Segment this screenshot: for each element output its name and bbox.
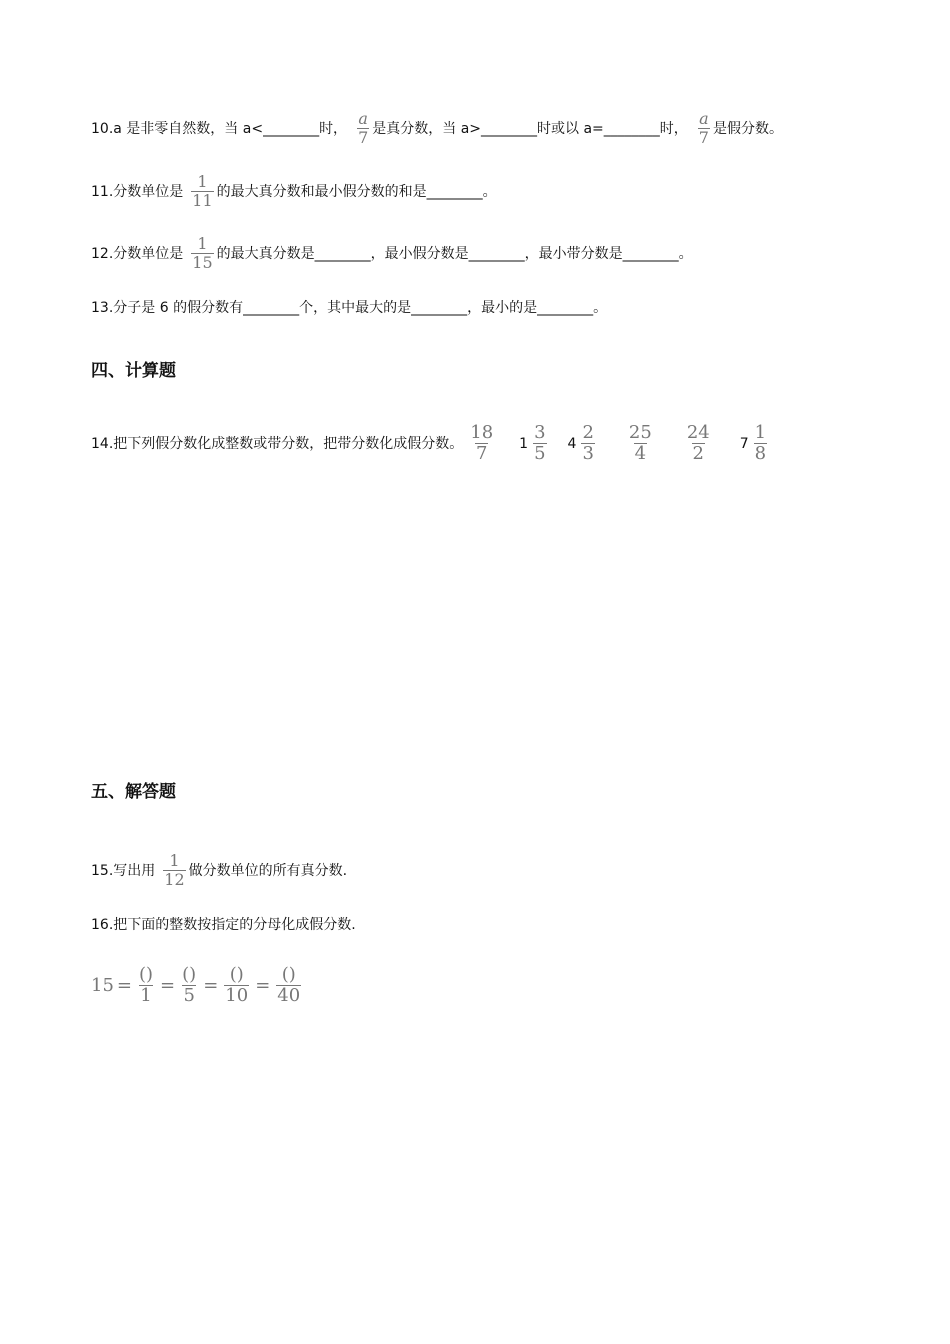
q16-fraction-1	[138, 966, 154, 1005]
q16-equals-3: =	[203, 975, 219, 996]
q13-text-1: 13.分子是 6 的假分数有	[91, 300, 244, 316]
q12-text-5: 。	[678, 245, 693, 262]
question-10	[91, 111, 783, 146]
q10-fraction-1	[357, 111, 369, 146]
q16-lhs: 15	[91, 975, 114, 996]
q14-fraction-4-den: 4	[634, 443, 647, 464]
q11-fraction	[191, 174, 213, 209]
q16-fraction-2	[181, 966, 197, 1005]
q14-fraction-3-num: 2	[582, 422, 594, 443]
q10-blank-1[interactable]: ________	[263, 120, 320, 137]
q10-fraction-1-den: 7	[358, 128, 369, 147]
q14-fraction-3-den: 3	[582, 443, 594, 464]
q14-fraction-6	[754, 424, 767, 463]
q10-text-2: 时，	[319, 120, 348, 137]
section-4-heading: 四、计算题	[91, 361, 176, 381]
q16-equals-4: =	[255, 975, 271, 996]
q16-fraction-1-den: 1	[140, 985, 152, 1006]
q15-fraction	[163, 853, 185, 888]
q16-equals-1: =	[116, 975, 132, 996]
q14-fraction-3	[581, 424, 594, 463]
q12-blank-3[interactable]: ________	[622, 245, 679, 262]
q16-fraction-3-den: 10	[225, 985, 249, 1006]
q16-equals-2: =	[160, 975, 176, 996]
q13-text-4: 。	[593, 300, 608, 316]
q16-fraction-4	[276, 966, 301, 1005]
q10-blank-2[interactable]: ________	[481, 120, 538, 137]
question-12	[91, 236, 693, 271]
q11-text-2: 的最大真分数和最小假分数的和是	[216, 183, 427, 200]
q12-text-4: ，最小带分数是	[524, 245, 623, 262]
q14-whole-6: 7	[739, 435, 749, 452]
q10-fraction-1-num: a	[358, 109, 368, 128]
q16-fraction-1-num[interactable]: ()	[139, 964, 154, 985]
q16-text: 16.把下面的整数按指定的分母化成假分数.	[91, 917, 356, 933]
q14-fraction-1-num: 18	[470, 422, 494, 443]
q10-blank-3[interactable]: ________	[603, 120, 660, 137]
q16-equation	[91, 966, 304, 1005]
section-5-heading: 五、解答题	[91, 782, 176, 802]
q15-text-2: 做分数单位的所有真分数.	[188, 862, 348, 879]
question-16	[91, 915, 356, 935]
q11-fraction-den: 11	[192, 191, 213, 210]
q14-fraction-2	[533, 424, 546, 463]
q14-fraction-6-den: 8	[754, 443, 767, 464]
q14-fraction-2-den: 5	[534, 443, 546, 464]
q14-fraction-2-num: 3	[534, 422, 546, 443]
q10-text-6: 是假分数。	[712, 120, 783, 137]
q14-fraction-1-den: 7	[475, 443, 488, 464]
q16-fraction-4-num[interactable]: ()	[281, 964, 296, 985]
q12-blank-2[interactable]: ________	[468, 245, 525, 262]
question-14	[91, 424, 770, 463]
q15-fraction-num: 1	[169, 851, 180, 870]
q12-text-2: 的最大真分数是	[216, 245, 315, 262]
q14-fraction-6-num: 1	[754, 422, 767, 443]
q15-fraction-den: 12	[164, 870, 185, 889]
question-11	[91, 174, 497, 209]
q11-text-3: 。	[482, 183, 497, 200]
q10-text-1: 10.a 是非零自然数，当 a<	[91, 120, 264, 137]
q16-fraction-2-den: 5	[183, 985, 195, 1006]
question-13	[91, 298, 607, 318]
q11-fraction-num: 1	[197, 172, 208, 191]
q16-fraction-3	[224, 966, 249, 1005]
q14-fraction-4	[628, 424, 653, 463]
q16-fraction-2-num[interactable]: ()	[182, 964, 197, 985]
q10-fraction-2-num: a	[699, 109, 709, 128]
q11-text-1: 11.分数单位是	[91, 183, 184, 200]
q13-text-2: 个，其中最大的是	[299, 300, 412, 316]
q12-text-3: ，最小假分数是	[370, 245, 469, 262]
q13-blank-3[interactable]: ________	[537, 300, 594, 316]
q14-fraction-1	[469, 424, 494, 463]
q12-text-1: 12.分数单位是	[91, 245, 184, 262]
q14-whole-2: 1	[519, 435, 529, 452]
q12-blank-1[interactable]: ________	[314, 245, 371, 262]
q11-blank-1[interactable]: ________	[426, 183, 483, 200]
q14-text: 14.把下列假分数化成整数或带分数，把带分数化成假分数。	[91, 435, 464, 452]
q16-fraction-3-num[interactable]: ()	[229, 964, 244, 985]
q14-fraction-5-den: 2	[692, 443, 704, 464]
q10-text-4: 时或以 a=	[537, 120, 604, 137]
q12-fraction-den: 15	[192, 253, 213, 272]
question-15	[91, 853, 347, 888]
q13-blank-1[interactable]: ________	[243, 300, 300, 316]
q15-text-1: 15.写出用	[91, 862, 156, 879]
q12-fraction	[191, 236, 213, 271]
q12-fraction-num: 1	[197, 234, 208, 253]
q16-fraction-4-den: 40	[277, 985, 301, 1006]
q13-blank-2[interactable]: ________	[411, 300, 468, 316]
q14-fraction-4-num: 25	[628, 422, 652, 443]
q14-fraction-5	[686, 424, 711, 463]
q13-text-3: ，最小的是	[467, 300, 538, 316]
q14-whole-3: 4	[567, 435, 577, 452]
q10-fraction-2	[698, 111, 710, 146]
q10-text-3: 是真分数，当 a>	[372, 120, 482, 137]
q10-text-5: 时，	[659, 120, 688, 137]
q14-fraction-5-num: 24	[686, 422, 710, 443]
q10-fraction-2-den: 7	[698, 128, 709, 147]
